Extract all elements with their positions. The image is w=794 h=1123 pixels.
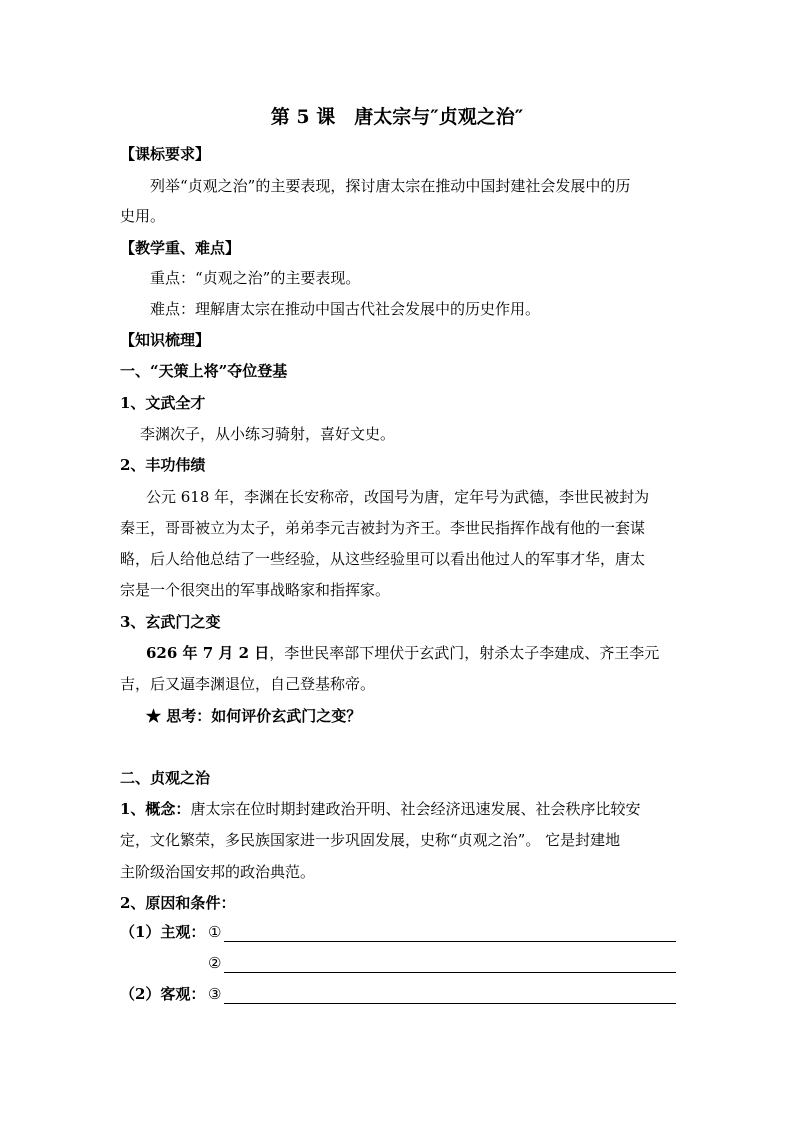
section-heading-zhishi: 【知识梳理】 bbox=[120, 331, 211, 349]
concept-line1 bbox=[120, 799, 680, 819]
circled-number: ③ bbox=[208, 985, 222, 1003]
part1-sub2-line4: 宗是一个很突出的军事战略家和指挥家。 bbox=[120, 581, 391, 599]
part1-sub2-heading: 2、丰功伟绩 bbox=[120, 456, 206, 474]
fill-row-objective-1 bbox=[120, 984, 676, 1006]
date-text: 626 年 7 月 2 日 bbox=[146, 644, 270, 662]
reasons-heading: 2、原因和条件： bbox=[120, 894, 236, 912]
section-heading-kebiao: 【课标要求】 bbox=[120, 145, 211, 163]
part1-sub1-heading: 1、文武全才 bbox=[120, 394, 206, 412]
answer-blank-line[interactable] bbox=[224, 1002, 676, 1004]
circled-number: ② bbox=[208, 954, 222, 972]
page-title: 第 5 课 唐太宗与″贞观之治″ bbox=[270, 106, 524, 128]
fill-row-label: （1）主观： bbox=[120, 923, 206, 941]
fill-row-label: （2）客观： bbox=[120, 985, 206, 1003]
part1-sub3-line1 bbox=[146, 643, 706, 663]
part1-heading: 一、“天策上将”夺位登基 bbox=[120, 362, 288, 380]
circled-number: ① bbox=[208, 923, 222, 941]
kebiao-text-line2: 史用。 bbox=[120, 207, 166, 225]
part1-sub3-heading: 3、玄武门之变 bbox=[120, 613, 221, 631]
answer-blank-line[interactable] bbox=[224, 971, 676, 973]
think-question: ★ 思考：如何评价玄武门之变？ bbox=[146, 707, 362, 725]
fill-row-subjective-2 bbox=[120, 953, 676, 975]
fill-row-subjective-1 bbox=[120, 922, 676, 944]
part1-sub3-line2: 吉，后又逼李渊退位，自己登基称帝。 bbox=[120, 675, 376, 693]
part1-sub2-line3: 略，后人给他总结了一些经验，从这些经验里可以看出他过人的军事才华，唐太 bbox=[120, 550, 646, 568]
concept-label: 1、概念： bbox=[120, 800, 191, 818]
part1-sub1-text: 李渊次子，从小练习骑射，喜好文史。 bbox=[140, 425, 396, 443]
zhongdian-text: 重点：“贞观之治”的主要表现。 bbox=[150, 269, 361, 287]
concept-text-line1: 唐太宗在位时期封建政治开明、社会经济迅速发展、社会秩序比较安 bbox=[190, 800, 641, 818]
kebiao-text-line1: 列举“贞观之治”的主要表现，探讨唐太宗在推动中国封建社会发展中的历 bbox=[150, 177, 631, 195]
section-heading-zhongnan: 【教学重、难点】 bbox=[120, 239, 241, 257]
nandian-text: 难点：理解唐太宗在推动中国古代社会发展中的历史作用。 bbox=[150, 300, 541, 318]
concept-line2: 定，文化繁荣，多民族国家进一步巩固发展，史称“贞观之治”。 它是封建地 bbox=[120, 831, 621, 849]
answer-blank-line[interactable] bbox=[224, 940, 676, 942]
part2-heading: 二、贞观之治 bbox=[120, 769, 211, 787]
part1-sub2-line1: 公元 618 年，李渊在长安称帝，改国号为唐，定年号为武德，李世民被封为 bbox=[146, 488, 650, 506]
sub3-line1-rest: ，李世民率部下埋伏于玄武门，射杀太子李建成、齐王李元 bbox=[269, 644, 660, 662]
concept-line3: 主阶级治国安邦的政治典范。 bbox=[120, 863, 316, 881]
part1-sub2-line2: 秦王，哥哥被立为太子，弟弟李元吉被封为齐王。李世民指挥作战有他的一套谋 bbox=[120, 519, 646, 537]
